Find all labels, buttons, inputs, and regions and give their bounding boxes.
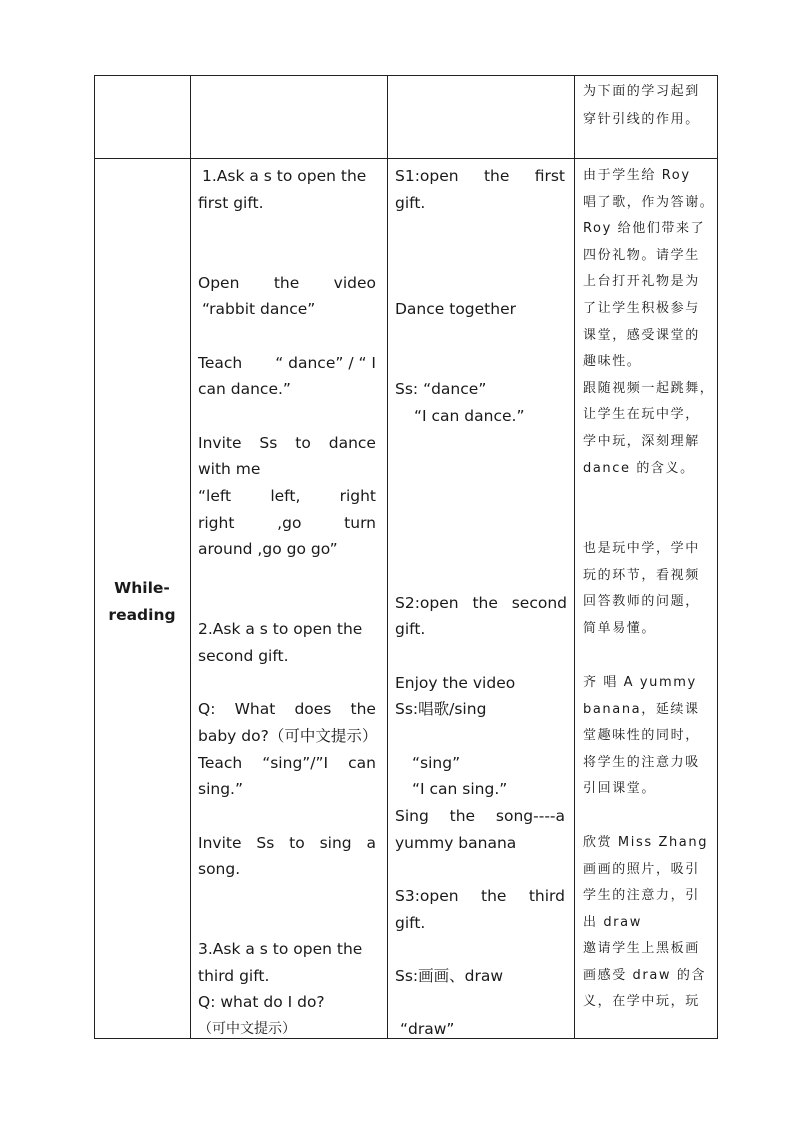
invite-dance-line bbox=[198, 430, 376, 457]
word: Invite bbox=[198, 834, 242, 852]
design-note-line: 玩的环节，看视频 bbox=[583, 567, 700, 583]
step2-line: second gift. bbox=[198, 647, 289, 665]
design-note-line: 课堂，感受课堂的 bbox=[583, 327, 700, 343]
word: Sing bbox=[395, 807, 429, 825]
design-note-line: 唱了歌，作为答谢。 bbox=[583, 194, 715, 210]
text: 1.Ask a s to open the bbox=[202, 167, 367, 185]
word: turn bbox=[344, 514, 376, 532]
word: Invite bbox=[198, 434, 242, 452]
design-note-line: 让学生在玩中学， bbox=[583, 407, 700, 423]
word: third bbox=[528, 887, 565, 905]
chant-line: around ,go go go” bbox=[198, 540, 338, 558]
word: S1:open bbox=[395, 167, 459, 185]
design-note-line: 四份礼物。请学生 bbox=[583, 247, 700, 263]
design-note-line: 欣赏 Miss Zhang bbox=[583, 835, 709, 850]
word: right bbox=[198, 514, 235, 532]
question-baby-line: baby do?（可中文提示） bbox=[198, 727, 378, 745]
sing-word: “sing” bbox=[412, 754, 461, 772]
ss-sing: Ss:唱歌/sing bbox=[395, 700, 487, 718]
design-note-line: 义，在学中玩，玩 bbox=[583, 994, 700, 1010]
design-note-line: 上台打开礼物是为 bbox=[583, 274, 700, 290]
video-line bbox=[198, 270, 376, 297]
stage-label-line: reading bbox=[108, 605, 176, 624]
word: first bbox=[534, 167, 565, 185]
s2-line: gift. bbox=[395, 620, 426, 638]
word: sing bbox=[319, 834, 352, 852]
invite-sing-line: song. bbox=[198, 860, 241, 878]
design-note-line: banana，延续课 bbox=[583, 701, 700, 717]
word: to bbox=[289, 834, 305, 852]
design-note-line: 学生的注意力，引 bbox=[583, 888, 700, 904]
design-note-line: 画感受 draw 的含 bbox=[583, 967, 707, 983]
student-activity-cell bbox=[388, 159, 574, 1039]
stage-label bbox=[95, 575, 189, 628]
top-row-col4 bbox=[575, 76, 717, 158]
word: What bbox=[234, 700, 276, 718]
word: “sing”/”I bbox=[262, 754, 329, 772]
teacher-activity-cell bbox=[191, 159, 387, 1039]
design-note-line: 引回课堂。 bbox=[583, 781, 657, 797]
s3-line: gift. bbox=[395, 914, 426, 932]
ss-draw: Ss:画画、draw bbox=[395, 967, 504, 985]
word: does bbox=[294, 700, 332, 718]
design-note-line: 趣味性。 bbox=[583, 354, 642, 370]
design-note-line: 由于学生给 Roy bbox=[583, 168, 691, 183]
s2-line bbox=[395, 590, 567, 617]
word: video bbox=[333, 274, 376, 292]
draw-word: “draw” bbox=[400, 1020, 455, 1038]
question-draw-hint: （可中文提示） bbox=[198, 1021, 296, 1037]
word: Open bbox=[198, 274, 240, 292]
invite-dance-line: with me bbox=[198, 460, 261, 478]
design-note-line: 画画的照片，吸引 bbox=[583, 861, 700, 877]
s1-line bbox=[395, 163, 565, 190]
video-title: “rabbit dance” bbox=[202, 300, 316, 318]
word: Q: bbox=[198, 700, 216, 718]
design-note-line: 也是玩中学，学中 bbox=[583, 541, 700, 556]
design-note-line: 跟随视频一起跳舞， bbox=[583, 380, 715, 396]
word: the bbox=[449, 807, 476, 825]
step2-line: 2.Ask a s to open the bbox=[198, 620, 363, 638]
step1-line: first gift. bbox=[198, 194, 264, 212]
dance-together: Dance together bbox=[395, 300, 516, 318]
chant-line bbox=[198, 510, 376, 537]
invite-sing-line bbox=[198, 830, 376, 857]
word: Teach bbox=[198, 354, 243, 372]
design-note-line: 学中玩，深刻理解 bbox=[583, 434, 700, 449]
word: left, bbox=[270, 487, 301, 505]
word: second bbox=[511, 594, 567, 612]
word: S3:open bbox=[395, 887, 459, 905]
word: S2:open bbox=[395, 594, 459, 612]
design-note-line: 回答教师的问题， bbox=[583, 594, 700, 610]
word: ,go bbox=[277, 514, 302, 532]
yummy-banana: yummy banana bbox=[395, 834, 517, 852]
word: the bbox=[481, 887, 507, 905]
ss-can-dance: “I can dance.” bbox=[414, 407, 525, 425]
step3-line: third gift. bbox=[198, 967, 270, 985]
design-note-line: 出 draw bbox=[583, 914, 642, 930]
design-note-line: 了让学生积极参与 bbox=[583, 301, 700, 316]
word: “left bbox=[198, 487, 232, 505]
word: the bbox=[350, 700, 376, 718]
question-draw-line: Q: what do I do? bbox=[198, 993, 325, 1011]
design-note-line: 为下面的学习起到 bbox=[583, 84, 700, 99]
s3-line bbox=[395, 883, 565, 910]
enjoy-video: Enjoy the video bbox=[395, 674, 516, 692]
design-note-line: 邀请学生上黑板画 bbox=[583, 941, 700, 956]
step1-line bbox=[202, 163, 376, 190]
teach-sing-line bbox=[198, 750, 376, 777]
sing-song-line bbox=[395, 803, 565, 830]
word: dance bbox=[328, 434, 376, 452]
word: right bbox=[339, 487, 376, 505]
stage-label-line: While- bbox=[114, 579, 170, 597]
s1-line: gift. bbox=[395, 194, 426, 212]
word: Ss bbox=[256, 834, 275, 852]
word: Ss bbox=[259, 434, 278, 452]
teach-sing-line: sing.” bbox=[198, 780, 244, 798]
design-note-line: dance 的含义。 bbox=[583, 460, 695, 476]
design-intent-cell bbox=[575, 159, 717, 1039]
ss-dance: Ss: “dance” bbox=[395, 380, 487, 398]
question-baby-line bbox=[198, 696, 376, 723]
word: the bbox=[273, 274, 300, 292]
can-sing: “I can sing.” bbox=[412, 780, 508, 798]
word: the bbox=[483, 167, 510, 185]
word: “ dance” / “ I bbox=[275, 354, 376, 372]
design-note-line: Roy 给他们带来了 bbox=[583, 221, 706, 237]
teach-dance-line bbox=[198, 350, 376, 377]
chant-line bbox=[198, 483, 376, 510]
lesson-plan-table bbox=[94, 75, 718, 1039]
design-note-line: 齐 唱 A yummy bbox=[583, 675, 697, 690]
step3-line: 3.Ask a s to open the bbox=[198, 940, 363, 958]
word: can bbox=[348, 754, 376, 772]
word: to bbox=[295, 434, 311, 452]
teach-dance-line: can dance.” bbox=[198, 380, 291, 398]
design-note-line: 堂趣味性的同时， bbox=[583, 728, 700, 744]
design-note-line: 将学生的注意力吸 bbox=[583, 754, 700, 770]
design-note-line: 穿针引线的作用。 bbox=[583, 112, 700, 127]
word: Teach bbox=[198, 754, 243, 772]
word: a bbox=[366, 834, 376, 852]
word: song----a bbox=[495, 807, 565, 825]
design-note-line: 简单易懂。 bbox=[583, 620, 657, 636]
word: the bbox=[472, 594, 498, 612]
